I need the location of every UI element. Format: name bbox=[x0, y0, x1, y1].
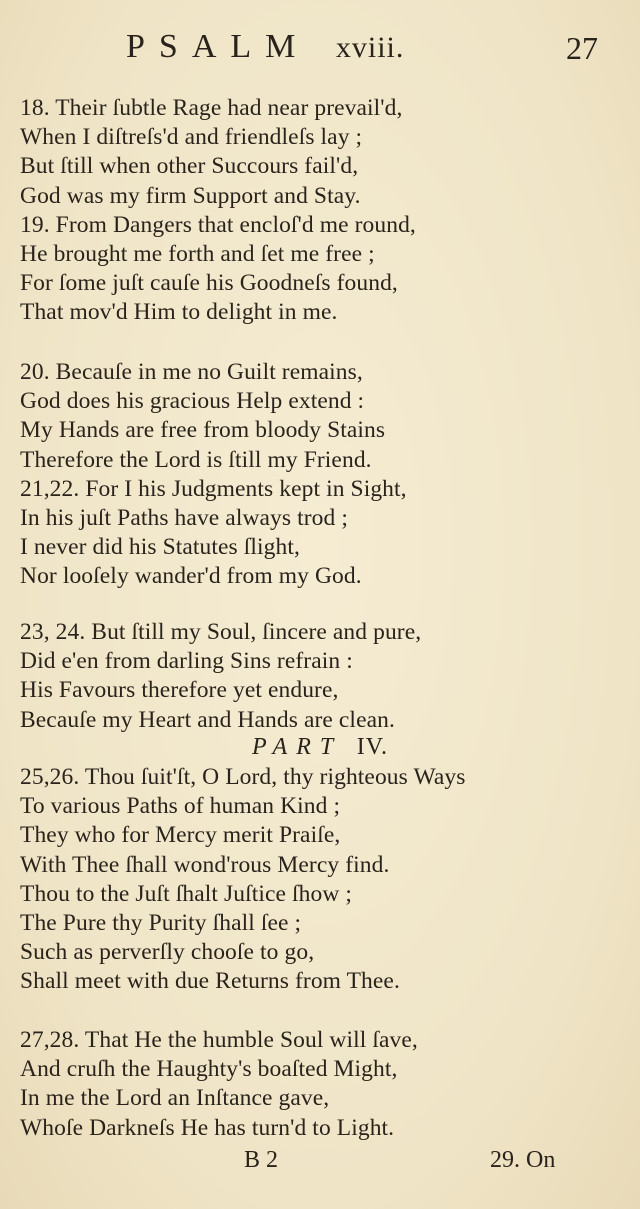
verse-line: Becauſe my Heart and Hands are clean. bbox=[20, 706, 395, 733]
page-number: 27 bbox=[566, 30, 598, 66]
running-title bbox=[126, 28, 404, 66]
verse-line: Such as perverſly chooſe to go, bbox=[20, 939, 315, 966]
stanza-verses-23-24 bbox=[20, 618, 600, 735]
verse-line: God does his gracious Help extend : bbox=[20, 388, 365, 415]
part-number: IV. bbox=[356, 734, 389, 760]
verse-line: 21,22. For I his Judgments kept in Sight, bbox=[20, 475, 407, 502]
catchword: 29. On bbox=[490, 1147, 556, 1173]
part-heading bbox=[0, 734, 640, 761]
verse-line: Did e'en from darling Sins refrain : bbox=[20, 648, 353, 675]
verse-line: 19. From Dangers that encloſ'd me round, bbox=[20, 211, 416, 238]
verse-line: But ſtill when other Succours fail'd, bbox=[20, 153, 359, 180]
verse-line: And cruſh the Haughty's boaſted Might, bbox=[20, 1056, 398, 1083]
verse-line: Shall meet with due Returns from Thee. bbox=[20, 968, 400, 995]
stanza-verses-27-28 bbox=[20, 1026, 600, 1143]
verse-line: That mov'd Him to delight in me. bbox=[20, 299, 338, 326]
verse-line: For ſome juſt cauſe his Goodneſs found, bbox=[20, 270, 398, 297]
verse-line: When I diſtreſs'd and friendleſs lay ; bbox=[20, 124, 363, 151]
verse-line: God was my firm Support and Stay. bbox=[20, 182, 361, 209]
verse-line: Whoſe Darkneſs He has turn'd to Light. bbox=[20, 1114, 395, 1141]
verse-line: 27,28. That He the humble Soul will ſave, bbox=[20, 1027, 418, 1053]
verse-line: They who for Mercy merit Praiſe, bbox=[20, 822, 341, 849]
stanza-verses-20-22 bbox=[20, 358, 600, 592]
verse-line: In me the Lord an Inſtance gave, bbox=[20, 1085, 330, 1112]
verse-line: Nor looſely wander'd from my God. bbox=[20, 563, 362, 590]
verse-line: My Hands are free from bloody Stains bbox=[20, 417, 386, 444]
psalm-number: xviii. bbox=[335, 31, 405, 64]
part-label: PART bbox=[251, 734, 342, 760]
signature-mark: B 2 bbox=[244, 1147, 279, 1173]
verse-line: In his juſt Paths have always trod ; bbox=[20, 505, 348, 532]
verse-line: 25,26. Thou ſuit'ſt, O Lord, thy righteous Ways bbox=[20, 764, 466, 790]
verse-line: Thou to the Juſt ſhalt Juſtice ſhow ; bbox=[20, 880, 353, 907]
verse-line: His Favours therefore yet endure, bbox=[20, 677, 339, 704]
verse-line: He brought me forth and ſet me free ; bbox=[20, 241, 375, 268]
page-header bbox=[0, 28, 640, 72]
page-footer bbox=[0, 1147, 640, 1183]
stanza-verses-25-26 bbox=[20, 763, 600, 997]
verse-line: With Thee ſhall wond'rous Mercy find. bbox=[20, 851, 390, 878]
verse-line: I never did his Statutes ſlight, bbox=[20, 534, 300, 561]
stanza-verses-18-19 bbox=[20, 94, 600, 328]
verse-line: To various Paths of human Kind ; bbox=[20, 793, 341, 820]
verse-line: 23, 24. But ſtill my Soul, ſincere and pure, bbox=[20, 619, 422, 645]
verse-line: Therefore the Lord is ſtill my Friend. bbox=[20, 446, 372, 473]
psalm-title: PSALM bbox=[126, 28, 310, 65]
verse-line: 20. Becauſe in me no Guilt remains, bbox=[20, 359, 363, 385]
verse-line: The Pure thy Purity ſhall ſee ; bbox=[20, 910, 302, 937]
verse-line: 18. Their ſubtle Rage had near prevail'd, bbox=[20, 95, 403, 121]
